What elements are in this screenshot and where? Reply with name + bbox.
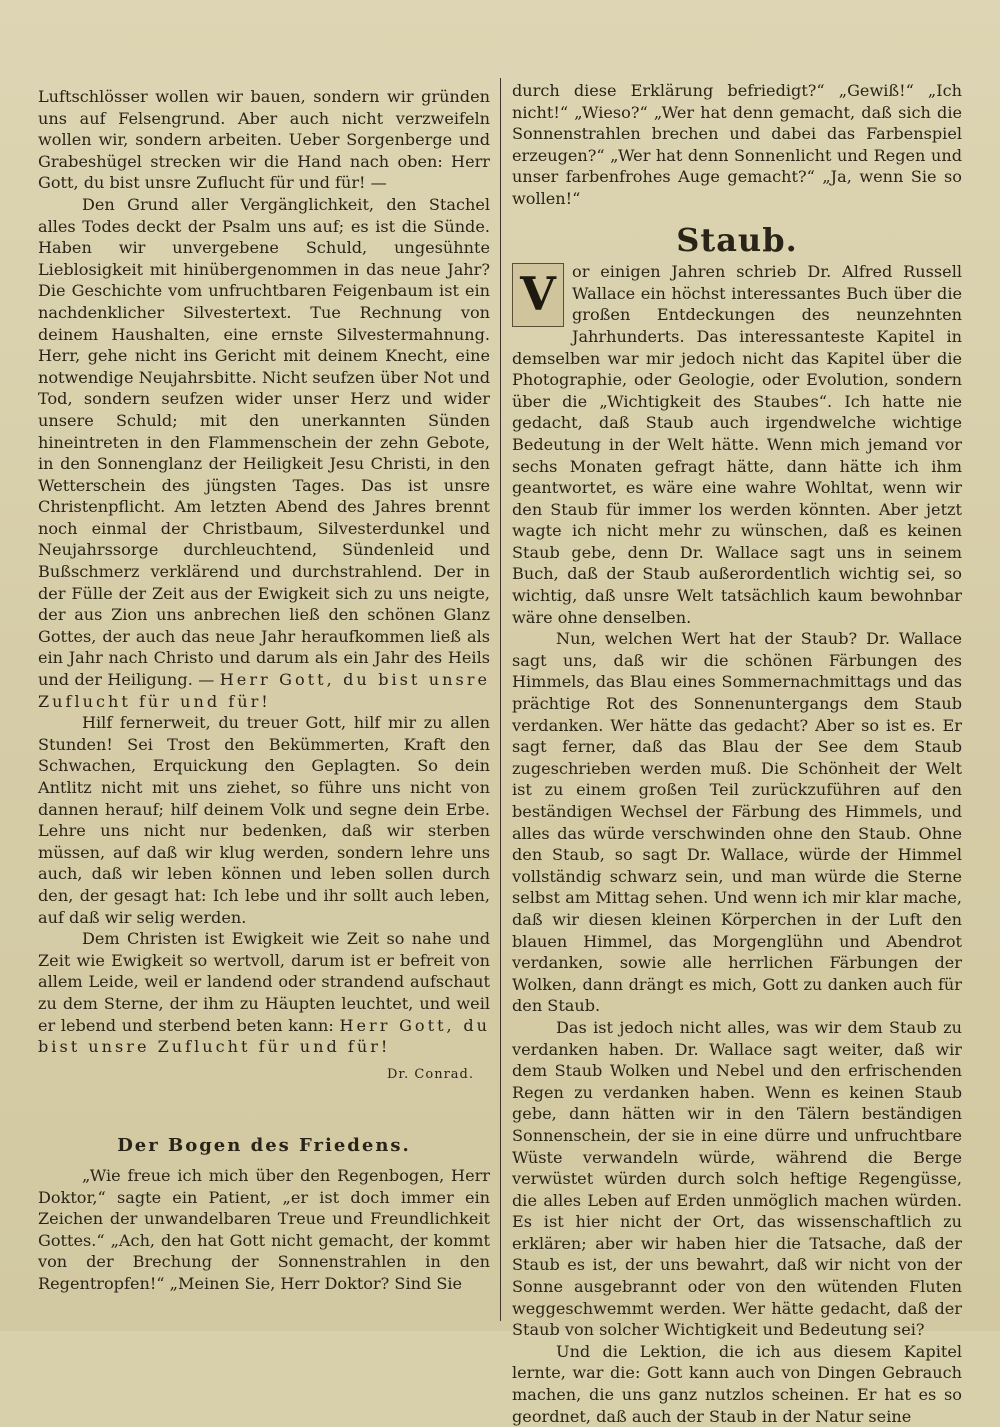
paragraph: durch diese Erklärung befriedigt?“ „Gewiß!“ „Ich nicht!“ „Wieso?“ „Wer hat denn gemacht, daß sich die Sonnenstrahlen brechen und dabei das Farbenspiel erzeugen?“ „Wer hat denn Sonnenlicht und Regen und unser farbenfrohes Auge gemacht?“ „Ja, wenn Sie so wollen!“: [512, 81, 962, 208]
paragraph: Hilf fernerweit, du treuer Gott, hilf mir zu allen Stunden! Sei Trost den Bekümmerten, Kraft den Schwachen, Erquickung den Geplagten. So dein Antlitz nicht mit uns ziehet, so führe uns nicht von dannen herauf; hilf deinem Volk und segne dein Erbe. Lehre uns nicht nur bedenken, daß wir sterben müssen, auf daß wir klug werden, sondern lehre uns auch, daß wir leben können und leben sollen durch den, der gesagt hat: Ich lebe und ihr sollt auch leben, auf daß wir selig werden.: [38, 713, 490, 927]
paragraph: Luftschlösser wollen wir bauen, sondern wir gründen uns auf Felsengrund. Aber auch nicht verzweifeln wollen wir, sondern arbeiten. Ueber Sorgenberge und Grabeshügel strecken wir die Hand nach oben: Herr Gott, du bist unsre Zuflucht für und für! —: [38, 87, 490, 193]
paragraph: „Wie freue ich mich über den Regenbogen, Herr Doktor,“ sagte ein Patient, „er ist doch immer ein Zeichen der unwandelbaren Treue und Freundlichkeit Gottes.“ „Ach, den hat Gott nicht gemacht, der kommt von der Brechung der Sonnenstrahlen in den Regentropfen!“ „Meinen Sie, Herr Doktor? Sind Sie: [38, 1165, 490, 1293]
paragraph: or einigen Jahren schrieb Dr. Alfred Russell Wallace ein höchst interessantes Buch über die großen Entdeckungen des neunzehnten Jahrhunderts. Das interessanteste Kapitel in demselben war mir jedoch nicht das Kapitel über die Photographie, oder Geologie, oder Evolution, sondern über die „Wichtigkeit des Staubes“. Ich hatte nie gedacht, daß Staub auch irgendwelche wichtige Bedeutung in der Welt hätte. Wenn mich jemand vor sechs Monaten gefragt hätte, dann hätte ich ihm geantwortet, es wäre eine wahre Wohltat, wenn wir den Staub für immer los werden könnten. Aber jetzt wagte ich nicht mehr zu wünschen, daß es keinen Staub gebe, denn Dr. Wallace sagt uns in seinem Buch, daß der Staub außerordentlich wichtig sei, so wichtig, daß unsre Welt tatsächlich kaum bewohnbar wäre ohne denselben.: [512, 262, 962, 627]
paragraph: [38, 928, 490, 1058]
author-signature: Dr. Conrad.: [386, 1066, 474, 1082]
drop-cap-initial: [512, 263, 564, 327]
drop-cap-letter: V: [520, 267, 556, 322]
left-column: [38, 86, 490, 1331]
paragraph-text: Dem Christen ist Ewigkeit wie Zeit so nahe und Zeit wie Ewigkeit so wertvoll, darum ist er befreit von allem Leide, weil er landend oder strandend aufschaut zu dem Sterne, der ihm zu Häupten leuchtet, und weil er lebend und sterbend beten kann:: [38, 929, 490, 1035]
paragraph: Nun, welchen Wert hat der Staub? Dr. Wallace sagt uns, daß wir die schönen Färbungen des Himmels, das Blau eines Sommernachmittags und das prächtige Rot des Sonnenuntergangs dem Staub verdanken. Wer hätte das gedacht? Aber so ist es. Er sagt ferner, daß das Blau der See dem Staub zugeschrieben werden muß. Die Schönheit der Welt ist zu einem großen Teil zurückzuführen auf den beständigen Wechsel der Färbung des Himmels, und alles das würde verschwinden ohne den Staub. Ohne den Staub, so sagt Dr. Wallace, würde der Himmel vollständig schwarz sein, und man würde die Sterne selbst am Mittag sehen. Und wenn ich mir klar mache, daß wir diesen kleinen Körperchen in der Luft den blauen Himmel, das Morgenglühn und Abendrot verdanken, sowie alle herrlichen Färbungen der Wolken, dann drängt es mich, Gott zu danken auch für den Staub.: [512, 629, 962, 1016]
article-title-staub: Staub.: [676, 220, 798, 259]
refrain-text: Herr Gott, du bist unsre Zuflucht für und für!: [38, 1015, 490, 1057]
paragraph-text: Den Grund aller Vergänglichkeit, den Stachel alles Todes deckt der Psalm uns auf; es ist die Sünde. Haben wir unvergebene Schuld, ungesühnte Lieblosigkeit mit hinübergenommen in das neue Jahr? Die Geschichte vom unfruchtbaren Feigenbaum ist ein nachdenklicher Silvestertext. Tue Rechnung von deinem Haushalten, eine ernste Silvestermahnung. Herr, gehe nicht ins Gericht mit deinem Knecht, eine notwendige Neujahrsbitte. Nicht seufzen über Not und Tod, sondern seufzen wider unser Herz und wider unsere Schuld; mit den unerkannten Sünden hineintreten in den Flammenschein der zehn Gebote, in den Sonnenglanz der Heiligkeit Jesu Christi, in den Wetterschein des jüngsten Tages. Das ist unsre Christenpflicht. Am letzten Abend des Jahres brennt noch einmal der Christbaum, Silvesterdunkel und Neujahrssorge durchleuchtend, Sündenleid und Bußschmerz verklärend und durchstrahlend. Der in der Fülle der Zeit aus der Ewigkeit sich zu uns neigte, der aus Zion uns anbrechen ließ den schönen Glanz Gottes, der auch das neue Jahr heraufkommen ließ als ein Jahr nach Christo und darum als ein Jahr des Heils und der Heiligung. —: [38, 194, 490, 690]
article-title-bogen: Der Bogen des Friedens.: [117, 1135, 411, 1157]
paragraph: Das ist jedoch nicht alles, was wir dem Staub zu verdanken haben. Dr. Wallace sagt weiter, daß wir dem Staub Wolken und Nebel und den erfrischenden Regen zu verdanken haben. Wenn es keinen Staub gebe, dann hätten wir in den Tälern beständigen Sonnenschein, der sie in eine dürre und unfruchtbare Wüste verwandeln würde, während die Berge verwüstet würden durch solch heftige Regengüsse, die alles Leben auf Erden unmöglich machen würden. Es ist hier nicht der Ort, das wissenschaftlich zu erklären; aber wir haben hier die Tatsache, daß der Staub es ist, der uns bewahrt, daß wir nicht von der Sonne ausgebrannt oder von den wütenden Fluten weggeschwemmt werden. Wer hätte gedacht, daß der Staub von solcher Wichtigkeit und Bedeutung sei?: [512, 1017, 962, 1340]
right-column: [512, 80, 962, 1426]
paragraph: Und die Lektion, die ich aus diesem Kapitel lernte, war die: Gott kann auch von Dingen Gebrauch machen, die uns ganz nutzlos scheinen. Er hat es so geordnet, daß auch der Staub in der Natur seine: [512, 1341, 962, 1426]
column-rule: [500, 78, 501, 1321]
article-body: [512, 261, 962, 628]
paragraph: [38, 194, 490, 712]
refrain-text: Herr Gott, du bist unsre Zuflucht für und für!: [38, 670, 490, 711]
